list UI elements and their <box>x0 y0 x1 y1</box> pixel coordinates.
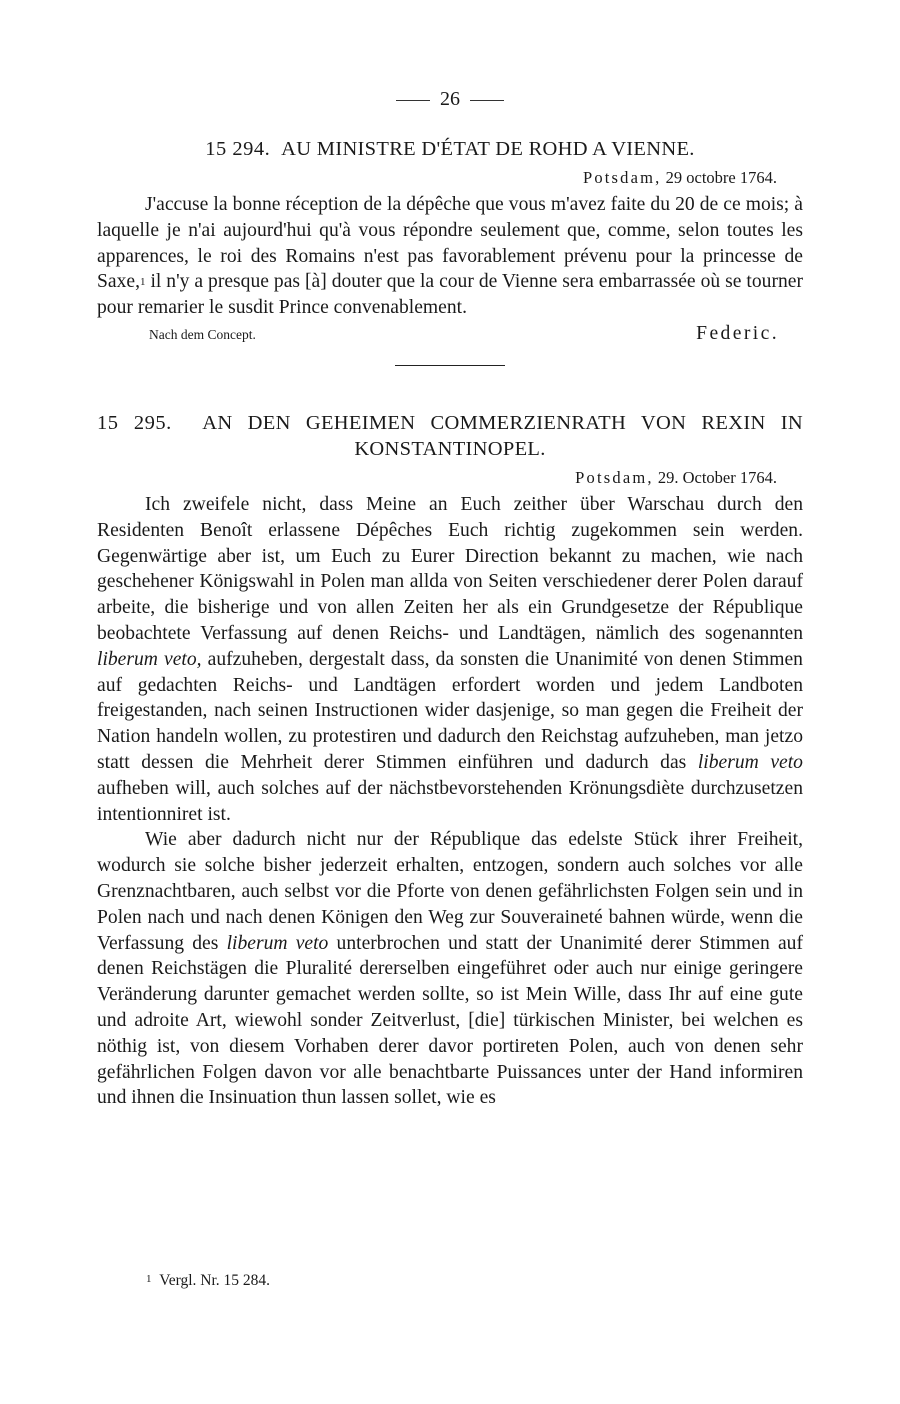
dateline <box>97 166 803 190</box>
section-divider <box>395 365 505 366</box>
text-run: Ich zweifele nicht, dass Meine an Euch zeither über Warschau durch den Residenten Benoît erlassene Dépêches Euch richtig zugekommen sein werden. Gegenwärtige aber ist, um Euch zu Eurer Direction bekannt zu machen, wie nach geschehener Königswahl in Polen man allda von Seiten verschiedener derer Polen darauf arbeite, die bisherige und von allen Zeiten her als ein Grundgesetze der République beobachtete Verfassung auf denen Reichs- und Landtägen, nämlich des sogenannten <box>97 493 803 644</box>
dash-left <box>396 100 430 101</box>
signature: Federic. <box>696 322 779 344</box>
italic-term: liberum veto <box>697 751 803 773</box>
text-run: Wie aber dadurch nicht nur der République das edelste Stück ihrer Freiheit, wodurch sie solche bisher jederzeit erhalten, entzogen, sondern auch solches vor alle Grenznachtbaren, auch selbst vor die Pforte von denen gefährlichsten Folgen sein und in Polen nach und nach denen Königen den Weg zur Souveraineté bahnen würde, wenn die Verfassung des <box>97 829 803 954</box>
letter-number: 15 295. <box>97 411 172 434</box>
footnote-text: Vergl. Nr. 15 284. <box>159 1272 271 1289</box>
letter-heading <box>97 136 803 162</box>
footnote-ref: 1 <box>140 276 146 289</box>
footnote <box>146 1272 270 1290</box>
date: 29. October 1764. <box>657 467 777 487</box>
place: Potsdam, <box>582 168 662 187</box>
letter-number: 15 294. <box>205 138 271 160</box>
source-note: Nach dem Concept. <box>149 326 256 342</box>
body-text: J'accuse la bonne réception de la dépêche que vous m'avez faite du 20 de ce mois; à laquelle je n'ai aujourd'hui qu'à vous répondre seulement que, comme, selon toutes les apparences, le roi des Romains n'est pas favorablement prévenu pour la princesse de Saxe, <box>97 194 803 293</box>
letter-body <box>97 192 803 321</box>
text-run: aufheben will, auch solches auf der nächstbevorstehenden Krönungsdiète durchzusetzen intentionniret ist. <box>97 777 803 825</box>
letter-15294 <box>97 136 803 345</box>
letter-title: AN DEN GEHEIMEN COMMERZIENRATH VON REXIN IN KONSTANTINOPEL. <box>202 411 803 460</box>
text-run: unterbrochen und statt der Unanimité derer Stimmen auf denen Reichstägen die Pluralité dererselben eingeführet oder auch nur einige geringere Veränderung darunter gemachet werden sollte, so ist Mein Wille, dass Ihr auf eine gute und adroite Art, wiewohl sonder Zeitverlust, [die] türkischen Minister, bei welchen es nöthig ist, von diesem Vorhaben derer davor portireten Polen, auch von denen sehr gefährlichen Folgen davon vor alle benachtbarte Puissances unter der Hand informiren und ihnen die Insinuation thun lassen sollet, wie es <box>97 932 803 1109</box>
italic-term: liberum veto <box>226 932 329 954</box>
text-run: aufzuheben, dergestalt dass, da sonsten die Unanimité von denen Stimmen auf gedachten Reichs- und Landtägen erfordert worden und jedem Landboten freigestanden, nach seinen Instructionen wider dasjenige, so man gegen die Freiheit der Nation handeln wollen, zu protestiren und dadurch den Reichstag aufzuheben, man jetzo statt dessen die Mehrheit derer Stimmen einführen und dadurch das <box>97 648 803 773</box>
paragraph-1 <box>97 492 803 827</box>
dash-right <box>470 100 504 101</box>
signature-row <box>97 323 803 345</box>
page-number-row <box>97 86 803 112</box>
page-number: 26 <box>440 88 460 110</box>
letter-title: AU MINISTRE D'ÉTAT DE ROHD A VIENNE. <box>281 138 695 160</box>
letter-15295 <box>97 410 803 1111</box>
dateline <box>97 466 803 490</box>
footnote-marker: 1 <box>146 1273 152 1285</box>
page <box>97 86 803 1111</box>
italic-term: liberum veto, <box>97 648 202 670</box>
letter-heading <box>97 410 803 462</box>
date: 29 octobre 1764. <box>665 168 777 187</box>
body-text-cont: il n'y a presque pas [à] douter que la cour de Vienne sera embarrassée où se tourner pour remarier le susdit Prince convenablement. <box>97 271 803 319</box>
paragraph-2 <box>97 827 803 1111</box>
place: Potsdam, <box>575 467 654 487</box>
